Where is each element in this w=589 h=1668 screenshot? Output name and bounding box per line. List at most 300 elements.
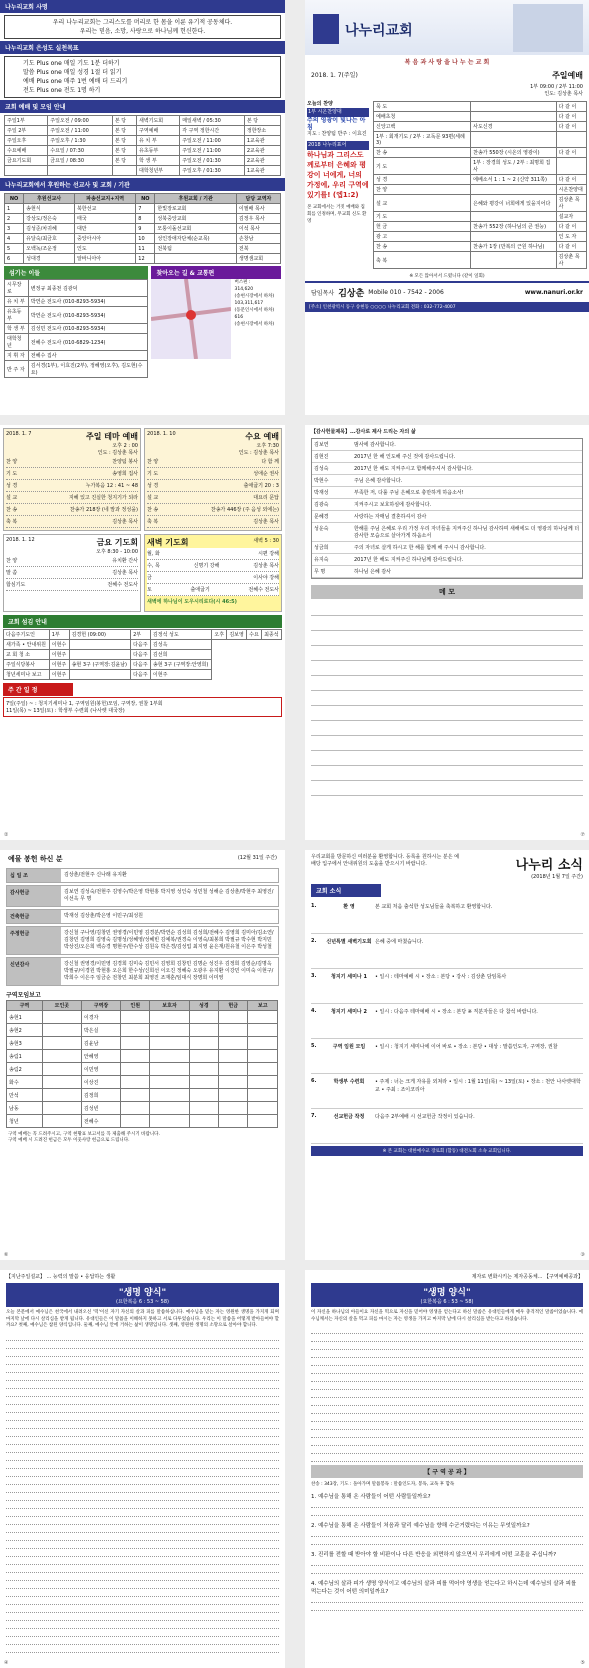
- group-row-cell: 송현3: [7, 1037, 43, 1050]
- schedule-row-cell: 본 당: [112, 156, 136, 166]
- offering-category: [6, 957, 279, 986]
- group-row: [7, 1102, 278, 1115]
- schedule-row-cell: 1교육관: [244, 136, 280, 146]
- staff-row-cell: 전혜수 집사: [28, 351, 148, 361]
- group-row-cell: [42, 1037, 81, 1050]
- duty-row-cell: 김성옥: [150, 640, 211, 650]
- cover-note: 본 교회에서는 거짓 예배와 집회를 인정하며, 무교회 신도 환영: [307, 205, 367, 224]
- wed-row-text: 찬 양: [147, 459, 159, 465]
- staff-box: [4, 266, 148, 378]
- group-header-cell: 보고: [248, 1001, 278, 1011]
- staff-row: [5, 324, 148, 334]
- support-row-cell: 2: [5, 214, 24, 224]
- offering-names: 김상춘/전현주 신나래 유지환: [64, 872, 127, 878]
- order-row-cell: [471, 232, 557, 242]
- bus-line: (송현시장에서 하차): [234, 322, 275, 327]
- wed-row-text: 출애굽기 20 : 3: [243, 483, 279, 489]
- support-row-cell: 1: [5, 204, 24, 214]
- wed-row-text: 기 도: [147, 471, 159, 477]
- news-item: [311, 899, 583, 934]
- friday-box: [3, 534, 141, 612]
- schedule-row-cell: [5, 166, 48, 176]
- duty-row-cell: 1부: [49, 630, 69, 640]
- news-topic: 청지기 세미나 1: [331, 974, 367, 980]
- practice-list: [4, 56, 281, 98]
- sun-row: [6, 468, 138, 480]
- order-row-cell: 사도신경: [471, 122, 557, 132]
- group-row-cell: [189, 1089, 218, 1102]
- news-topic: 환 영: [343, 904, 355, 910]
- news-num: 5.: [311, 1043, 317, 1049]
- thanks-text: 하나님 은혜 감사: [354, 569, 391, 575]
- group-row-cell: 전혜수: [81, 1115, 120, 1128]
- group-row-cell: [42, 1011, 81, 1024]
- support-header-cell: 후원교회 / 기관: [155, 194, 237, 204]
- service-leader: 인도: 김상춘 목사: [544, 91, 583, 97]
- bus-line: 616: [234, 315, 244, 320]
- support-table: [4, 193, 281, 264]
- map-header: 찾아오는 길 & 교통편: [151, 266, 281, 279]
- order-row-cell: 찬송가 1장 (만복의 근원 하나님): [471, 242, 557, 252]
- support-row-cell: 성북중앙교회: [155, 214, 237, 224]
- duty-row-cell: 새가족 • 안내위원: [4, 640, 50, 650]
- offering-category: [6, 909, 279, 924]
- website-link[interactable]: www.nanuri.or.kr: [524, 289, 583, 296]
- order-row-cell: 시온찬양대: [556, 185, 586, 195]
- group-row-cell: [189, 1115, 218, 1128]
- practice-item: 전도 Plus one 전도 1명 하기: [23, 87, 101, 94]
- schedule-row-cell: 주일오전 / 11:00: [48, 126, 113, 136]
- sun-row-text: 찬송가 218장 (네 맘과 정성을): [69, 507, 138, 513]
- schedule-row-cell: 주일 2부: [5, 126, 48, 136]
- wed-lead: 인도 : 김상춘 목사: [238, 450, 279, 456]
- duty-row-cell: [69, 650, 130, 660]
- support-row: [5, 254, 281, 264]
- group-row-cell: [121, 1037, 150, 1050]
- schedule-row: [5, 166, 281, 176]
- staff-header: 섬기는 이들: [4, 266, 148, 279]
- schedule-row-cell: 본 당: [112, 136, 136, 146]
- sun-row-text: 성 경: [6, 483, 18, 489]
- schedule-row: [5, 116, 281, 126]
- group-row-cell: 남동: [7, 1102, 43, 1115]
- support-row-cell: 6: [5, 254, 24, 264]
- offering-label: 십 일 조: [7, 869, 61, 882]
- order-row-cell: 다 같 이: [556, 112, 586, 122]
- schedule-row-cell: 수요예배: [5, 146, 48, 156]
- group-row-cell: 송림1: [7, 1050, 43, 1063]
- group-row-cell: 만석: [7, 1089, 43, 1102]
- support-row-cell: 성대경: [24, 254, 75, 264]
- offering-label: 주정헌금: [7, 927, 61, 954]
- mission-line-1: 우리 나누리교회는 그리스도를 머리로 한 몸을 이룬 유기적 공동체다.: [52, 19, 233, 26]
- group-row-cell: 안혜영: [81, 1050, 120, 1063]
- group-row-cell: [248, 1050, 278, 1063]
- group-row-cell: [150, 1115, 189, 1128]
- thanks-text: 사랑하는 자매님 결혼하셔서 감사: [354, 514, 427, 520]
- group-row-cell: [189, 1076, 218, 1089]
- news-num: 4.: [311, 1008, 317, 1014]
- group-row: [7, 1024, 278, 1037]
- group-row-cell: [219, 1076, 248, 1089]
- support-row: [5, 214, 281, 224]
- order-row: [374, 212, 587, 222]
- group-row-cell: [189, 1102, 218, 1115]
- group-row-cell: 청년: [7, 1115, 43, 1128]
- schedule-row-cell: 주일오후 / 1:30: [48, 136, 113, 146]
- order-row-cell: 신앙고백: [374, 122, 471, 132]
- schedule-header: 교회 예배 및 모임 안내: [0, 100, 285, 113]
- order-row-cell: 다 같 이: [556, 102, 586, 112]
- wed-row-text: 설 교: [147, 495, 159, 501]
- news-content: 다음주 2부예배 시 선교헌금 작정이 있습니다.: [375, 1114, 475, 1120]
- practice-item: 예배 Plus one 매주 1번 예배 더 드리기: [23, 78, 128, 85]
- news-topic: 학생부 수련회: [333, 1079, 365, 1085]
- group-row-cell: [248, 1037, 278, 1050]
- order-row-cell: 예배초청: [374, 112, 471, 122]
- schedule-row-cell: 주일오전 / 09:00: [48, 116, 113, 126]
- news-content: • 일시 : 테마예배 시 • 장소 : 본당 • 강사 : 김상춘 담임목사: [375, 974, 507, 980]
- wed-date: 2018. 1. 10: [147, 431, 176, 437]
- group-notes: [8, 1131, 277, 1143]
- duty-row-cell: 주일식당봉사: [4, 660, 50, 670]
- staff-row: [5, 307, 148, 324]
- qa-question: 1. 예수님을 통해 온 사람들이 어떤 사람들일까요?: [311, 1494, 431, 1500]
- support-row-cell: 3: [5, 224, 24, 234]
- duty-row: [4, 640, 282, 650]
- order-row: [374, 232, 587, 242]
- order-row-cell: 기 도: [374, 158, 471, 175]
- news-section-header: 교회 소식: [311, 884, 381, 897]
- order-row-cell: 설 교: [374, 195, 471, 212]
- offering-label: 신년감사: [7, 958, 61, 985]
- support-row-cell: 성인장애자단체(순교목): [155, 234, 237, 244]
- order-row-cell: 찬송가 550장 (시온의 영광이): [471, 148, 557, 158]
- group-header-cell: 성경: [189, 1001, 218, 1011]
- sun-title: 주일 테마 예배: [86, 432, 138, 441]
- dawn-row: [147, 548, 279, 560]
- duty-row-cell: 다음주: [131, 640, 151, 650]
- support-row-cell: 유달숙/최금호: [24, 234, 75, 244]
- page-number: ⑤: [580, 1660, 585, 1666]
- staff-row-cell: 유초등부: [5, 307, 29, 324]
- page-number: ⑥: [4, 1252, 9, 1258]
- schedule-row-cell: 본 당: [112, 146, 136, 156]
- support-row-cell: 4: [5, 234, 24, 244]
- dawn-row-text: 수, 목: [147, 563, 160, 569]
- order-row-cell: 다 같 이: [556, 242, 586, 252]
- duty-row-cell: 김정석 성도: [150, 630, 211, 640]
- group-row-cell: [189, 1011, 218, 1024]
- wed-row-text: 대요리 문답: [253, 495, 279, 501]
- offering-names: 김보연 김성숙/전현주 김영수/박은영 박현홍 박지영 성인숙 성민철 성해순 김상춘/박현주 최영진/이선옥 무 명: [64, 889, 274, 902]
- group-header-cell: 구역: [7, 1001, 43, 1011]
- offering-categories: [6, 868, 279, 986]
- duty-row-cell: 다음주: [131, 670, 151, 680]
- thanks-name: 김성숙: [314, 466, 329, 472]
- news-content: • 일시 : 다음주 테마예배 시 • 장소 : 본당 ※ 직분자들은 다 참석 바랍니다.: [375, 1009, 538, 1015]
- group-row-cell: [219, 1063, 248, 1076]
- group-row: [7, 1115, 278, 1128]
- order-row-cell: 인 도 자: [556, 232, 586, 242]
- group-row-cell: [189, 1024, 218, 1037]
- wed-row-text: 성 경: [147, 483, 159, 489]
- group-row-cell: [219, 1037, 248, 1050]
- order-row: [374, 132, 587, 148]
- offering-names: 박재성 김상춘/박은영 이민구/최성원: [64, 913, 143, 919]
- duty-row-cell: 교 회 청 소: [4, 650, 50, 660]
- weekly-item: 11일(목) ~ 13일(토) : 학생부 수련회 (나사렛 대국장): [6, 708, 125, 714]
- fri-time: 오후 8:30 - 10:00: [96, 549, 138, 555]
- duty-row-cell: 이현주: [49, 650, 69, 660]
- order-row-cell: 1부 : 장경희 성도 / 2부 : 최명희 집사: [471, 158, 557, 175]
- order-row-cell: 묵 도: [374, 102, 471, 112]
- thanks-item: [312, 499, 582, 511]
- order-row: [374, 148, 587, 158]
- support-row-cell: 강상도/정은숙: [24, 214, 75, 224]
- group-row-cell: [248, 1024, 278, 1037]
- order-row-cell: 찬송가 552장 (하나님의 큰 권능): [471, 222, 557, 232]
- schedule-row-cell: 각 구역 정한시간: [180, 126, 245, 136]
- bus-line: (동문인시에서 하차): [234, 308, 275, 313]
- sun-row-text: 송영희 집사: [112, 471, 138, 477]
- order-row-cell: [471, 212, 557, 222]
- sermon-header: 【지난주일설교】 ... 능력의 말씀 • 응답하는 생활: [6, 1274, 116, 1280]
- offering-label: 건축헌금: [7, 910, 61, 923]
- staff-row: [5, 361, 148, 378]
- group-row: [7, 1089, 278, 1102]
- bus-line: 버스편 :: [234, 280, 251, 285]
- support-row-cell: 김정우 목사: [236, 214, 280, 224]
- order-row-cell: 은혜와 평강이 너희에게 있을지어다: [471, 195, 557, 212]
- staff-row-cell: 김서경(1부), 이효진(2부), 정혜영(오후), 김도현(수요): [28, 361, 148, 378]
- support-header-cell: NO: [5, 194, 24, 204]
- group-row-cell: [150, 1063, 189, 1076]
- duty-row-cell: 김경헌 (09:00): [69, 630, 130, 640]
- staff-row-cell: 박연순 전도사 (010-8293-5934): [28, 297, 148, 307]
- order-row: [374, 222, 587, 232]
- group-row-cell: [219, 1050, 248, 1063]
- news-content: • 주제 : 너는 크게 자유를 외쳐라 • 일시 : 1월 11일(목) ~ 13일(토) • 장소 : 천안 나사렛대학교 • 주최 : 조이코리아: [375, 1079, 581, 1093]
- staff-row-cell: 박연순 전도사 (010-8293-5934): [28, 307, 148, 324]
- thanks-name: 김광숙: [314, 502, 329, 508]
- news-num: 2.: [311, 938, 317, 944]
- schedule-row-cell: 주일오전 / 11:00: [180, 146, 245, 156]
- schedule-row-cell: 주일오전 / 01:30: [180, 156, 245, 166]
- news-content: 은혜 중에 마쳤습니다.: [375, 939, 424, 945]
- page-number: ④: [4, 1660, 9, 1666]
- support-row-cell: 오백녹/조운정: [24, 244, 75, 254]
- schedule-row-cell: 새벽기도회: [136, 116, 179, 126]
- sun-row: [6, 480, 138, 492]
- thanks-item: [312, 511, 582, 523]
- group-row: [7, 1037, 278, 1050]
- news-content: 본 교회 처음 출석한 성도님들을 축복하고 환영합니다.: [375, 904, 493, 910]
- schedule-row: [5, 146, 281, 156]
- sun-row-text: 누가복음 12 : 41 ~ 48: [85, 483, 138, 489]
- bus-line: 314,620: [234, 287, 254, 292]
- order-row-cell: 1부 : 회개기도 / 2부 : 교독문 93편(세례3): [374, 132, 471, 148]
- thanks-item: [312, 439, 582, 451]
- duty-row-cell: 다음주: [131, 650, 151, 660]
- lesson-header: 제자로 변화시키는 제자공동체... 【구역예배공과】: [471, 1274, 583, 1280]
- practice-header: 나누리교회 은성도 실천목표: [0, 41, 285, 54]
- group-row-cell: [189, 1050, 218, 1063]
- praise-credit: 지도 : 찬양팀 반주 : 이효진: [307, 131, 367, 137]
- cover-header: [305, 0, 589, 55]
- support-row-cell: 송현식: [24, 204, 75, 214]
- support-header-cell: 후원선교사: [24, 194, 75, 204]
- staff-row: [5, 297, 148, 307]
- cover-left-column: [305, 99, 371, 271]
- news-topic: 청지기 세미나 2: [331, 1009, 367, 1015]
- group-row-cell: [150, 1024, 189, 1037]
- thanks-text: 한해를 주님 은혜로 우리 가정 우리 자녀들을 지켜주신 하나님 감사하며 새해에도 더 영광의 하나님께 더 감사한 모습으로 살아가게 하옵소서: [354, 526, 580, 539]
- support-header-cell: 파송선교지+지역: [74, 194, 135, 204]
- schedule-row-cell: 수요일 / 07:30: [48, 146, 113, 156]
- pastor-name: 김상춘: [338, 289, 365, 299]
- dawn-row: [147, 560, 279, 572]
- support-row-cell: 이필배 목사: [236, 204, 280, 214]
- thanks-name: 박재성: [314, 490, 329, 496]
- order-row-cell: 성 경: [374, 175, 471, 185]
- schedule-row-cell: 대학청년부: [136, 166, 179, 176]
- choir-label: 1부 시온찬양대: [307, 108, 369, 117]
- schedule-row-cell: 1교육관: [244, 166, 280, 176]
- group-row-cell: [121, 1115, 150, 1128]
- schedule-row-cell: [112, 166, 136, 176]
- group-header-cell: 모인곳: [42, 1001, 81, 1011]
- schedule-row-cell: 본 당: [112, 116, 136, 126]
- sun-row-text: 설 교: [6, 495, 18, 501]
- group-row-cell: 이민영: [81, 1063, 120, 1076]
- thanks-item: [312, 554, 582, 566]
- sun-row-text: 찬 양: [6, 459, 18, 465]
- order-row: [374, 175, 587, 185]
- duty-row: [4, 630, 282, 640]
- page-church-info: [0, 0, 285, 415]
- map-illustration: [151, 279, 231, 359]
- thanks-item: [312, 475, 582, 487]
- offering-title: 예물 봉헌 하신 분: [8, 855, 63, 863]
- group-row-cell: [121, 1063, 150, 1076]
- group-row-cell: 김성빈: [81, 1102, 120, 1115]
- order-row: [374, 185, 587, 195]
- duty-row-cell: 최종석: [262, 630, 282, 640]
- staff-row-cell: 반 주 자: [5, 361, 29, 378]
- support-row-cell: 알바니아아: [74, 254, 135, 264]
- weekly-box: [3, 697, 282, 717]
- schedule-row-cell: 주일1부: [5, 116, 48, 126]
- thanks-text: 2017년 한 해도 지켜주신 하나님께 감사드립니다.: [354, 557, 464, 563]
- support-row-cell: 10: [136, 234, 155, 244]
- wed-row: [147, 504, 279, 516]
- order-row-cell: [556, 132, 586, 148]
- group-row-cell: 김윤남: [81, 1037, 120, 1050]
- duty-row-cell: 이현주: [49, 660, 69, 670]
- schedule-row-cell: 정한장소: [244, 126, 280, 136]
- order-row-cell: [471, 102, 557, 112]
- thanks-name: 박현수: [314, 478, 329, 484]
- schedule-row-cell: 구역예배: [136, 126, 179, 136]
- group-row-cell: [121, 1011, 150, 1024]
- cover-date: 2018. 1. 7(주일): [311, 72, 358, 79]
- order-row-cell: [556, 158, 586, 175]
- group-row: [7, 1050, 278, 1063]
- sunday-theme-box: [3, 428, 141, 531]
- duty-row-cell: [69, 670, 130, 680]
- weekly-header: 주 간 일 정: [3, 683, 73, 696]
- group-row-cell: 김정희: [81, 1089, 120, 1102]
- group-row-cell: [219, 1011, 248, 1024]
- duty-row-cell: [69, 640, 130, 650]
- thanks-item: [312, 566, 582, 578]
- address-bar: [주소] 인천광역시 동구 송현동 ○○○○ 나누리교회 전화 : 032-772-4007: [305, 302, 589, 312]
- support-row-cell: 태국: [74, 214, 135, 224]
- church-logo: [313, 14, 339, 44]
- order-row-cell: 기 도: [374, 212, 471, 222]
- thanks-name: 김현진: [314, 454, 329, 460]
- sun-row-text: 찬양팀 봉사: [112, 459, 138, 465]
- group-row-cell: [248, 1063, 278, 1076]
- group-header-cell: 보호자: [150, 1001, 189, 1011]
- order-row-cell: [471, 132, 557, 148]
- thanks-text: 범사에 감사합니다.: [354, 442, 396, 448]
- order-row-cell: 다 같 이: [556, 122, 586, 132]
- duty-row-cell: 청년세미나 보고: [4, 670, 50, 680]
- news-num: 3.: [311, 973, 317, 979]
- support-row-cell: 한빛장로교회: [155, 204, 237, 214]
- group-row-cell: [121, 1050, 150, 1063]
- duty-row: [4, 650, 282, 660]
- news-title: 나누리 소식: [515, 858, 583, 873]
- thanks-item: [312, 523, 582, 542]
- schedule-table: [4, 115, 281, 176]
- sermon-ref: (요한복음 6 : 53 ~ 58): [116, 1299, 169, 1305]
- group-row-cell: 박은실: [81, 1024, 120, 1037]
- fri-row: [6, 579, 138, 591]
- weekly-item: 7일(주일) ~ : 청지기세미나 1, 구역임원(봉헌)모임, 구역장, 권찰 1부회: [6, 701, 163, 707]
- support-row-cell: 전북: [236, 244, 280, 254]
- group-row-cell: [248, 1089, 278, 1102]
- motto-label: 2018 나누리표어: [307, 141, 369, 150]
- duty-row-cell: 김선희: [150, 650, 211, 660]
- dawn-row-text: 금: [147, 575, 152, 581]
- support-row-cell: 대만: [74, 224, 135, 234]
- schedule-row-cell: 2교육관: [244, 156, 280, 166]
- order-row-cell: 다 같 이: [556, 175, 586, 185]
- dawn-row-text: 출애굽기: [190, 587, 210, 593]
- support-row-cell: 전북팀: [155, 244, 237, 254]
- motto-text: 하나님과 그리스도께로부터 은혜와 평강이 너에게, 너의 가정에, 우리 구역에 있기를! (엡1:2): [307, 151, 369, 199]
- group-row-cell: [121, 1089, 150, 1102]
- wed-row: [147, 468, 279, 480]
- group-row-cell: [219, 1102, 248, 1115]
- duty-header: 교회 섬김 안내: [3, 615, 282, 628]
- duty-row: [4, 660, 282, 670]
- support-row: [5, 234, 281, 244]
- wed-row: [147, 492, 279, 504]
- group-row-cell: 이상진: [81, 1076, 120, 1089]
- sun-date: 2018. 1. 7: [6, 431, 32, 437]
- duty-row-cell: 김보영: [227, 630, 247, 640]
- memo-area[interactable]: [305, 601, 589, 796]
- news-item: [311, 1039, 583, 1074]
- thanks-text: 2017년 한 해도 지켜주시고 함께해주셔서 감사합니다.: [354, 466, 473, 472]
- praise-title: 오늘의 찬양: [307, 101, 333, 107]
- group-report-table: [6, 1000, 278, 1128]
- group-row-cell: 이경자: [81, 1011, 120, 1024]
